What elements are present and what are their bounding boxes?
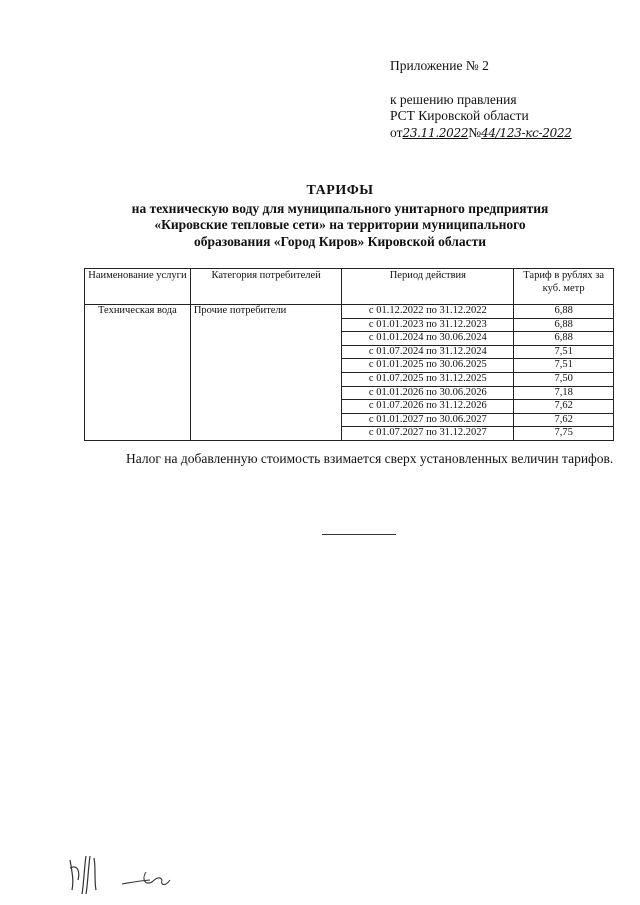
cell-period: с 01.01.2023 по 31.12.2023 — [342, 318, 514, 332]
cell-service: Техническая вода — [85, 305, 191, 441]
heading-line-3: образования «Город Киров» Кировской области — [193, 233, 486, 249]
heading-line-1: на техническую воду для муниципального унитарного предприятия — [131, 200, 549, 216]
appendix-title: Приложение № 2 — [390, 58, 489, 73]
cell-rate: 7,62 — [514, 413, 614, 427]
cell-rate: 6,88 — [514, 305, 614, 319]
cell-rate: 7,51 — [514, 359, 614, 373]
appendix-number-sign: № — [468, 124, 482, 140]
cell-rate: 7,50 — [514, 372, 614, 386]
cell-rate: 6,88 — [514, 318, 614, 332]
table-row — [85, 305, 614, 319]
appendix-authority-line: РСТ Кировской области — [390, 108, 529, 123]
handwritten-initials-mark — [66, 850, 186, 896]
appendix-date: 23.11.2022 — [402, 125, 469, 140]
vat-note: Налог на добавленную стоимость взимается сверх установленных величин тарифов. — [126, 451, 614, 466]
header-service: Наименование услуги — [85, 269, 191, 305]
header-rate: Тариф в рублях за куб. метр — [514, 269, 614, 305]
table-header-row — [85, 269, 614, 305]
cell-rate: 7,18 — [514, 386, 614, 400]
cell-category: Прочие потребители — [190, 305, 342, 441]
cell-rate: 7,62 — [514, 400, 614, 414]
cell-period: с 01.01.2025 по 30.06.2025 — [342, 359, 514, 373]
cell-period: с 01.01.2026 по 30.06.2026 — [342, 386, 514, 400]
cell-period: с 01.07.2026 по 31.12.2026 — [342, 400, 514, 414]
appendix-decision-line: к решению правления — [390, 91, 517, 107]
cell-rate: 7,51 — [514, 345, 614, 359]
cell-rate: 7,75 — [514, 427, 614, 441]
cell-period: с 01.12.2022 по 31.12.2022 — [342, 305, 514, 319]
appendix-number: 44/123-кс-2022 — [481, 125, 572, 140]
tariff-table — [84, 268, 614, 441]
heading-main: ТАРИФЫ — [306, 183, 374, 198]
appendix-block — [390, 58, 630, 141]
heading-line-2: «Кировские тепловые сети» на территории муниципального — [154, 217, 526, 232]
divider-line — [322, 534, 396, 535]
cell-period: с 01.07.2027 по 31.12.2027 — [342, 427, 514, 441]
tariff-table-body — [85, 305, 614, 441]
cell-period: с 01.07.2025 по 31.12.2025 — [342, 372, 514, 386]
header-category: Категория потребителей — [190, 269, 342, 305]
header-period: Период действия — [342, 269, 514, 305]
cell-period: с 01.07.2024 по 31.12.2024 — [342, 345, 514, 359]
cell-period: с 01.01.2027 по 30.06.2027 — [342, 413, 514, 427]
appendix-from-label: от — [390, 124, 403, 140]
document-heading — [60, 183, 620, 250]
cell-period: с 01.01.2024 по 30.06.2024 — [342, 332, 514, 346]
cell-rate: 6,88 — [514, 332, 614, 346]
appendix-date-line — [390, 125, 630, 142]
